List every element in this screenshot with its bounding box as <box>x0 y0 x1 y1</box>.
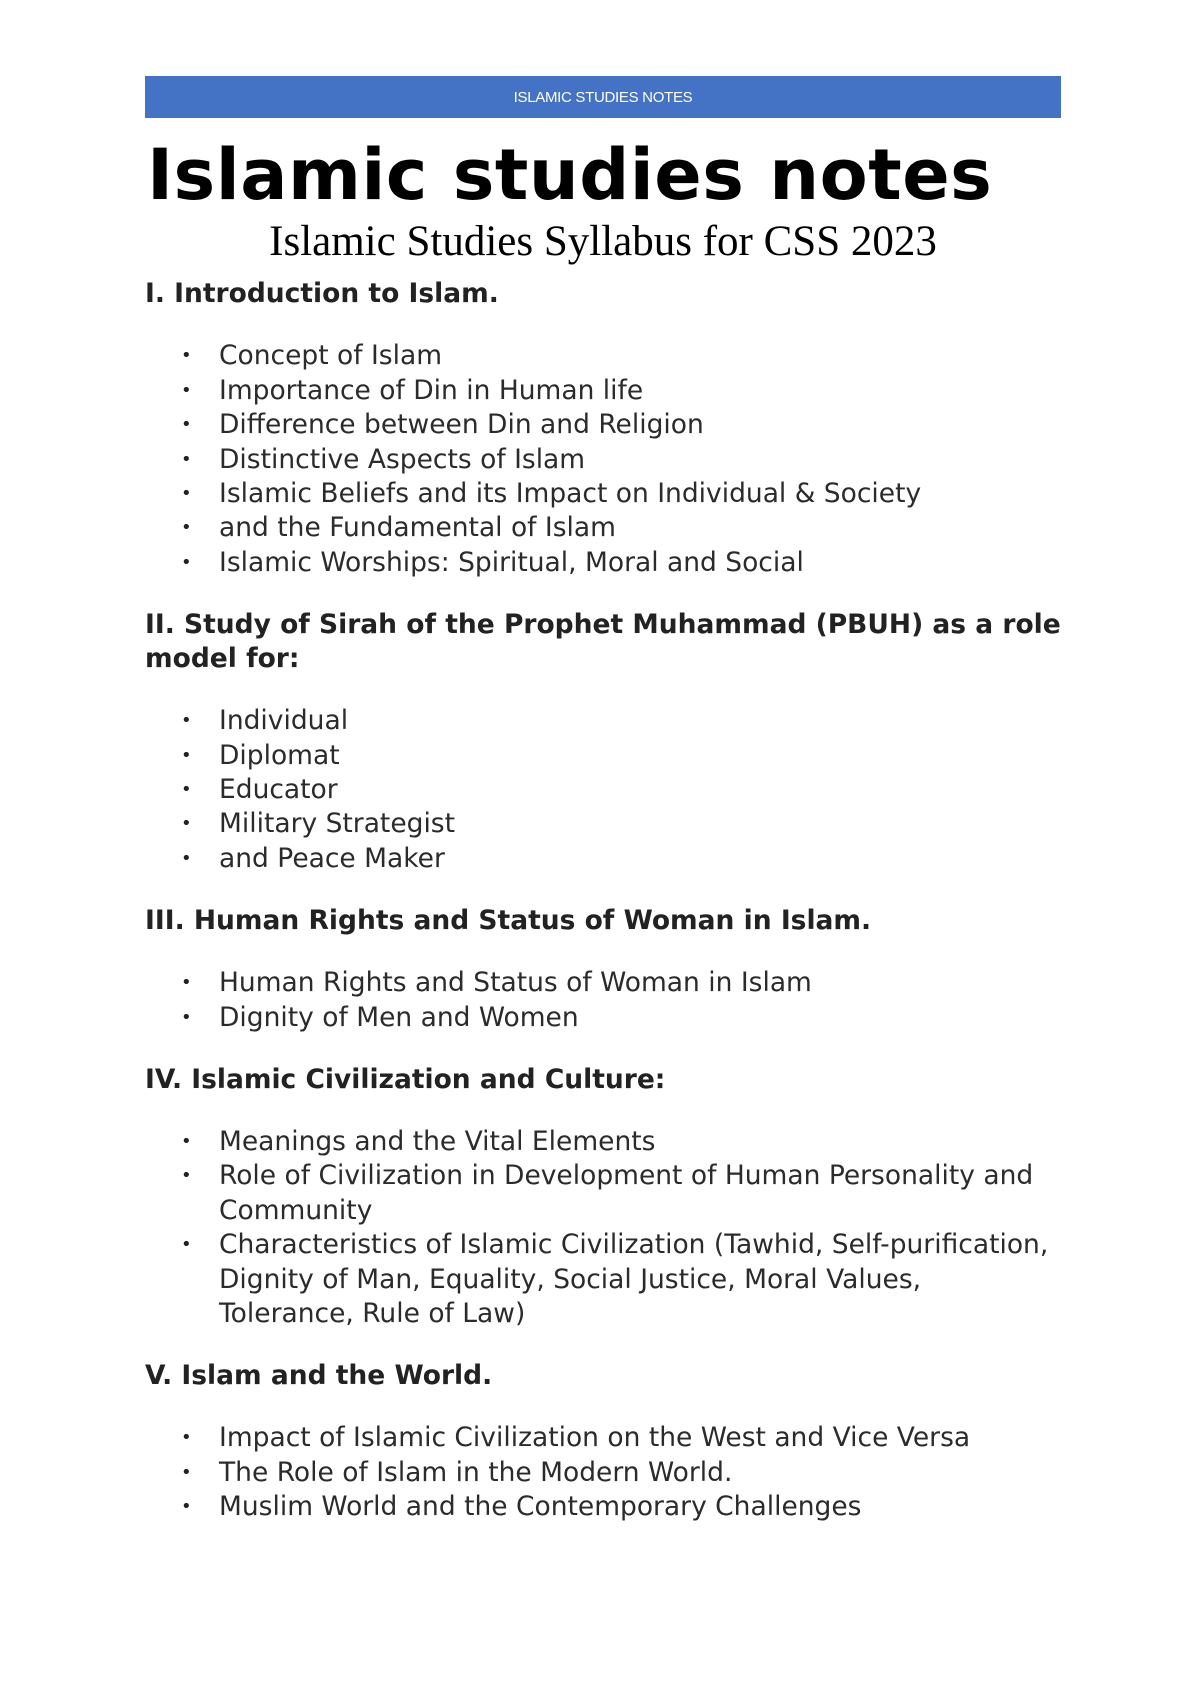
list-item <box>145 1001 1061 1035</box>
list-item <box>145 773 1061 807</box>
bullet-list <box>145 1421 1061 1524</box>
document-page <box>145 76 1061 1553</box>
list-item <box>145 511 1061 545</box>
list-item-text: Distinctive Aspects of Islam <box>219 443 586 475</box>
list-item-text: Dignity of Men and Women <box>219 1001 579 1033</box>
bullet-icon: • <box>181 847 192 869</box>
list-item <box>145 546 1061 580</box>
bullet-icon: • <box>181 710 192 732</box>
list-item <box>145 477 1061 511</box>
bullet-icon: • <box>181 1234 192 1256</box>
list-item-text: Diplomat <box>219 739 340 771</box>
list-item-text: Characteristics of Islamic Civilization (Tawhid, Self-purification, Dignity of Man, Equality, Social Justice, Moral Values, Tolerance, Rule of Law) <box>219 1229 1049 1330</box>
section-heading: I. Introduction to Islam. <box>145 278 499 310</box>
section-islam-and-the-world <box>145 1359 1061 1524</box>
list-item-text: Human Rights and Status of Woman in Islam <box>219 967 812 999</box>
bullet-icon: • <box>181 1496 192 1518</box>
list-item-text: Importance of Din in Human life <box>219 374 644 406</box>
bullet-list <box>145 339 1061 580</box>
list-item-text: Educator <box>219 773 338 805</box>
list-item <box>145 339 1061 373</box>
list-item <box>145 807 1061 841</box>
bullet-icon: • <box>181 379 192 401</box>
section-human-rights <box>145 904 1061 1035</box>
section-heading: II. Study of Sirah of the Prophet Muhammad (PBUH) as a role model for: <box>145 609 1061 675</box>
list-item-text: Military Strategist <box>219 808 456 840</box>
list-item-text: and Peace Maker <box>219 842 445 874</box>
list-item <box>145 966 1061 1000</box>
bullet-icon: • <box>181 1130 192 1152</box>
list-item <box>145 1125 1061 1159</box>
header-banner <box>145 76 1061 118</box>
bullet-icon: • <box>181 744 192 766</box>
bullet-list <box>145 966 1061 1035</box>
bullet-list <box>145 1125 1061 1331</box>
list-item-text: Islamic Worships: Spiritual, Moral and Social <box>219 546 804 578</box>
header-banner-text: ISLAMIC STUDIES NOTES <box>513 88 693 106</box>
bullet-icon: • <box>181 972 192 994</box>
list-item <box>145 443 1061 477</box>
list-item <box>145 408 1061 442</box>
bullet-icon: • <box>181 517 192 539</box>
document-subtitle: Islamic Studies Syllabus for CSS 2023 <box>269 218 937 265</box>
list-item-text: Difference between Din and Religion <box>219 409 704 441</box>
bullet-icon: • <box>181 778 192 800</box>
section-introduction-to-islam <box>145 277 1061 580</box>
bullet-icon: • <box>181 345 192 367</box>
list-item-text: Concept of Islam <box>219 340 443 372</box>
bullet-icon: • <box>181 813 192 835</box>
section-study-of-sirah <box>145 608 1061 876</box>
bullet-icon: • <box>181 551 192 573</box>
list-item-text: Muslim World and the Contemporary Challenges <box>219 1491 862 1523</box>
list-item <box>145 704 1061 738</box>
section-heading: III. Human Rights and Status of Woman in Islam. <box>145 905 872 937</box>
list-item-text: Impact of Islamic Civilization on the West and Vice Versa <box>219 1422 971 1454</box>
list-item-text: Islamic Beliefs and its Impact on Individual & Society <box>219 477 922 509</box>
list-item <box>145 1228 1061 1331</box>
bullet-icon: • <box>181 482 192 504</box>
list-item-text: Individual <box>219 705 349 737</box>
list-item <box>145 739 1061 773</box>
list-item-text: Role of Civilization in Development of Human Personality and Community <box>219 1160 1034 1226</box>
list-item-text: The Role of Islam in the Modern World. <box>219 1456 733 1488</box>
document-title: Islamic studies notes <box>147 134 993 216</box>
list-item <box>145 1421 1061 1455</box>
list-item-text: Meanings and the Vital Elements <box>219 1125 656 1157</box>
bullet-list <box>145 704 1061 876</box>
bullet-icon: • <box>181 448 192 470</box>
bullet-icon: • <box>181 1165 192 1187</box>
bullet-icon: • <box>181 414 192 436</box>
list-item-text: and the Fundamental of Islam <box>219 512 616 544</box>
section-heading: IV. Islamic Civilization and Culture: <box>145 1063 666 1095</box>
bullet-icon: • <box>181 1461 192 1483</box>
list-item <box>145 1456 1061 1490</box>
bullet-icon: • <box>181 1427 192 1449</box>
list-item <box>145 1159 1061 1228</box>
bullet-icon: • <box>181 1006 192 1028</box>
list-item <box>145 374 1061 408</box>
list-item <box>145 842 1061 876</box>
list-item <box>145 1490 1061 1524</box>
section-heading: V. Islam and the World. <box>145 1360 493 1392</box>
section-islamic-civilization <box>145 1063 1061 1331</box>
